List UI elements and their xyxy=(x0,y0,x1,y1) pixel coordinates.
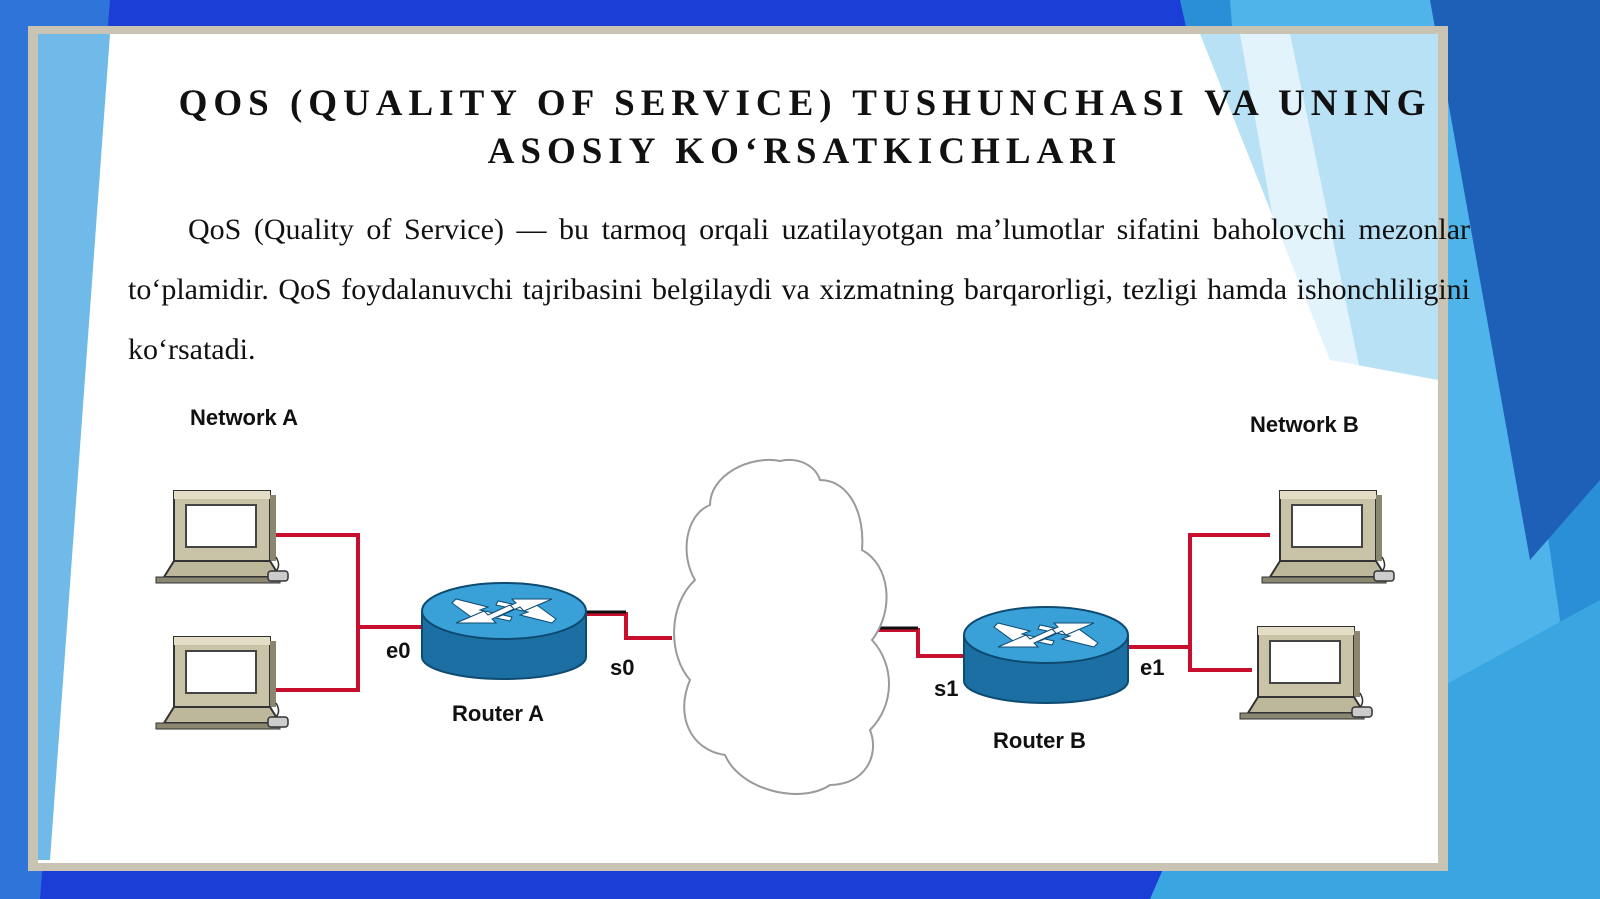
network-b-label: Network B xyxy=(1250,412,1359,437)
wan-cloud xyxy=(674,460,889,794)
iface-s1-label: s1 xyxy=(934,676,959,701)
pc-b2-icon xyxy=(1240,627,1372,719)
body-paragraph: QoS (Quality of Service) — bu tarmoq orqali uzatilayotgan ma’lumotlar sifatini baholovchi mezonlar to‘plamidir. QoS foydalanuvchi tajribasini belgilaydi va xizmatning barqarorligi, tezligi hamda ishonchliligini ko‘rsatadi. xyxy=(128,213,1470,366)
network-a-label: Network A xyxy=(190,405,298,430)
network-diagram xyxy=(150,365,1462,835)
router-a-label: Router A xyxy=(452,701,545,726)
title-line-1: QOS (QUALITY OF SERVICE) TUSHUNCHASI VA UNING xyxy=(178,83,1432,124)
iface-e1-label: e1 xyxy=(1140,655,1165,680)
link-pc-b2 xyxy=(1190,647,1252,670)
title-line-2: ASOSIY KO‘RSATKICHLARI xyxy=(487,131,1123,172)
link-pc-a2 xyxy=(270,627,358,690)
link-s1 xyxy=(874,630,966,656)
pc-a2-icon xyxy=(156,637,288,729)
iface-s0-label: s0 xyxy=(610,655,635,680)
link-s0 xyxy=(582,614,672,638)
pc-b1-icon xyxy=(1262,491,1394,583)
iface-e0-label: e0 xyxy=(386,638,411,663)
router-b-label: Router B xyxy=(993,728,1086,753)
slide-title xyxy=(130,80,1480,176)
router-a-icon xyxy=(422,583,586,679)
pc-a1-icon xyxy=(156,491,288,583)
router-b-icon xyxy=(964,607,1128,703)
